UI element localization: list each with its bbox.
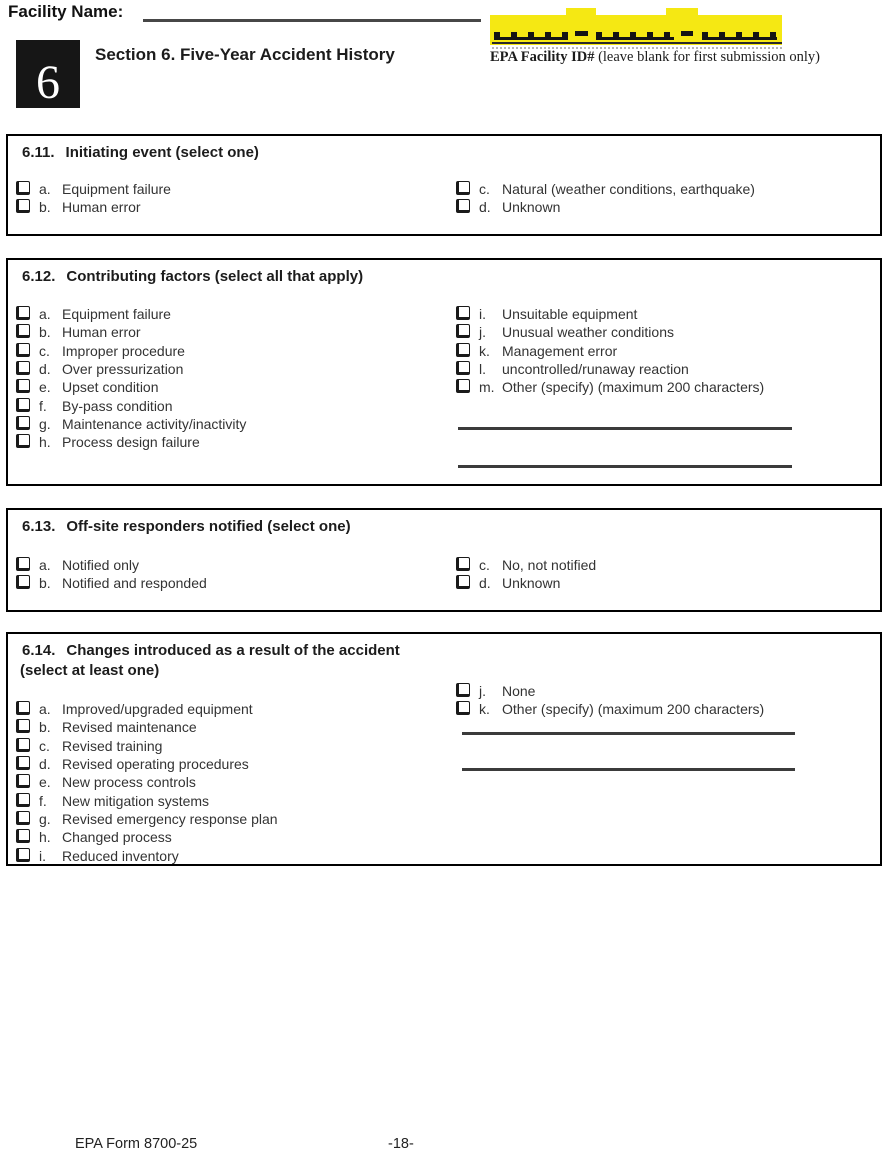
checkbox[interactable] bbox=[16, 306, 30, 320]
option-letter: f. bbox=[39, 397, 47, 414]
checklist-column bbox=[16, 180, 171, 217]
checkbox-item bbox=[456, 305, 764, 323]
option-letter: l. bbox=[479, 361, 486, 378]
option-letter: c. bbox=[39, 342, 50, 359]
highlight bbox=[566, 8, 596, 16]
checkbox-item bbox=[16, 846, 278, 864]
section-number: 6 bbox=[36, 55, 60, 109]
checkbox-item bbox=[16, 791, 278, 809]
option-letter: d. bbox=[39, 361, 51, 378]
form-number: EPA Form 8700-25 bbox=[75, 1136, 198, 1152]
option-letter: b. bbox=[39, 199, 51, 216]
checkbox-item bbox=[16, 323, 246, 341]
option-label: Other (specify) (maximum 200 characters) bbox=[502, 701, 765, 718]
checkbox[interactable] bbox=[16, 361, 30, 375]
write-in-line[interactable] bbox=[462, 732, 795, 735]
option-label: Maintenance activity/inactivity bbox=[62, 415, 247, 432]
checkbox-item bbox=[456, 556, 596, 574]
option-letter: c. bbox=[479, 557, 490, 574]
option-label: Revised training bbox=[62, 737, 163, 754]
checklist-column bbox=[456, 556, 596, 593]
checkbox-item bbox=[16, 556, 207, 574]
epa-id-comb-field[interactable] bbox=[702, 27, 777, 40]
checkbox-item bbox=[16, 360, 246, 378]
checklist-column bbox=[16, 700, 278, 865]
section-number-box bbox=[16, 40, 80, 108]
comb-dash-icon bbox=[575, 31, 588, 36]
checkbox[interactable] bbox=[456, 701, 470, 715]
option-label: Upset condition bbox=[62, 379, 159, 396]
checkbox-item bbox=[16, 433, 246, 451]
checkbox[interactable] bbox=[456, 343, 470, 357]
question-title bbox=[22, 268, 363, 285]
checkbox-item bbox=[456, 700, 764, 718]
option-label: Unknown bbox=[502, 575, 561, 592]
option-letter: j. bbox=[479, 324, 486, 341]
checkbox-item bbox=[16, 718, 278, 736]
option-letter: b. bbox=[39, 719, 51, 736]
question-title bbox=[22, 144, 259, 161]
option-label: Other (specify) (maximum 200 characters) bbox=[502, 379, 765, 396]
option-label: Human error bbox=[62, 324, 141, 341]
option-label: None bbox=[502, 683, 536, 700]
question-title-text: Initiating event (select one) bbox=[65, 144, 259, 161]
checkbox-item bbox=[456, 574, 596, 592]
checklist-column bbox=[456, 682, 764, 719]
comb-underline bbox=[492, 42, 782, 44]
option-letter: a. bbox=[39, 557, 51, 574]
option-letter: j. bbox=[479, 683, 486, 700]
option-letter: g. bbox=[39, 415, 51, 432]
question-number: 6.11. bbox=[22, 144, 55, 161]
checkbox-item bbox=[456, 323, 764, 341]
option-label: Improper procedure bbox=[62, 342, 185, 359]
option-letter: a. bbox=[39, 181, 51, 198]
checkbox[interactable] bbox=[456, 575, 470, 589]
question-box-6-11 bbox=[6, 134, 882, 236]
checkbox[interactable] bbox=[16, 557, 30, 571]
option-label: Notified only bbox=[62, 557, 140, 574]
checkbox-item bbox=[16, 198, 171, 216]
option-letter: b. bbox=[39, 324, 51, 341]
checklist-column bbox=[456, 305, 764, 396]
checkbox[interactable] bbox=[456, 557, 470, 571]
option-label: Changed process bbox=[62, 829, 172, 846]
checkbox-item bbox=[16, 305, 246, 323]
option-label: Improved/upgraded equipment bbox=[62, 701, 253, 718]
checkbox[interactable] bbox=[16, 774, 30, 788]
question-subtitle: (select at least one) bbox=[20, 662, 160, 679]
checkbox[interactable] bbox=[16, 793, 30, 807]
checkbox[interactable] bbox=[16, 416, 30, 430]
option-label: New process controls bbox=[62, 774, 196, 791]
option-label: New mitigation systems bbox=[62, 792, 210, 809]
epa-id-comb-field[interactable] bbox=[596, 27, 674, 40]
option-label: Human error bbox=[62, 199, 141, 216]
option-label: Unsuitable equipment bbox=[502, 306, 638, 323]
checkbox[interactable] bbox=[16, 343, 30, 357]
option-letter: i. bbox=[39, 847, 46, 864]
checkbox-item bbox=[16, 773, 278, 791]
option-letter: b. bbox=[39, 575, 51, 592]
checkbox-item bbox=[456, 378, 764, 396]
question-title-text: Contributing factors (select all that apply) bbox=[66, 268, 364, 285]
option-letter: e. bbox=[39, 379, 51, 396]
checkbox[interactable] bbox=[16, 199, 30, 213]
option-label: uncontrolled/runaway reaction bbox=[502, 361, 689, 378]
option-letter: h. bbox=[39, 434, 51, 451]
question-title bbox=[22, 642, 400, 659]
epa-facility-id-label: EPA Facility ID# bbox=[490, 49, 595, 65]
checkbox-item bbox=[16, 700, 278, 718]
checklist-column bbox=[456, 180, 755, 217]
option-letter: a. bbox=[39, 701, 51, 718]
checkbox-item bbox=[456, 180, 755, 198]
checklist-column bbox=[16, 556, 207, 593]
option-label: Process design failure bbox=[62, 434, 200, 451]
checkbox[interactable] bbox=[456, 181, 470, 195]
checkbox[interactable] bbox=[456, 379, 470, 393]
facility-name-input-line[interactable] bbox=[143, 19, 481, 22]
option-letter: h. bbox=[39, 829, 51, 846]
checkbox[interactable] bbox=[16, 848, 30, 862]
option-letter: c. bbox=[39, 737, 50, 754]
checkbox[interactable] bbox=[16, 738, 30, 752]
page-number: -18- bbox=[388, 1136, 414, 1152]
checkbox-item bbox=[16, 342, 246, 360]
checkbox[interactable] bbox=[16, 811, 30, 825]
epa-facility-id-note: (leave blank for first submission only) bbox=[594, 49, 820, 65]
question-title-text: Changes introduced as a result of the accident bbox=[66, 642, 400, 659]
checkbox-item bbox=[456, 360, 764, 378]
option-label: By-pass condition bbox=[62, 397, 173, 414]
question-title bbox=[22, 518, 351, 535]
question-number: 6.14. bbox=[22, 642, 56, 659]
checkbox[interactable] bbox=[456, 306, 470, 320]
option-label: Unusual weather conditions bbox=[502, 324, 674, 341]
option-letter: d. bbox=[479, 575, 491, 592]
option-label: Unknown bbox=[502, 199, 561, 216]
question-box-6-14 bbox=[6, 632, 882, 866]
section-title: Section 6. Five-Year Accident History bbox=[95, 45, 395, 64]
option-label: Over pressurization bbox=[62, 361, 184, 378]
checkbox-item bbox=[456, 682, 764, 700]
checkbox[interactable] bbox=[456, 324, 470, 338]
option-letter: g. bbox=[39, 810, 51, 827]
option-label: Revised emergency response plan bbox=[62, 810, 278, 827]
write-in-line[interactable] bbox=[458, 427, 792, 430]
facility-name-label: Facility Name: bbox=[8, 2, 124, 21]
checkbox-item bbox=[16, 737, 278, 755]
checkbox-item bbox=[16, 415, 246, 433]
checkbox[interactable] bbox=[16, 756, 30, 770]
option-letter: k. bbox=[479, 701, 490, 718]
checkbox[interactable] bbox=[16, 398, 30, 412]
checkbox-item bbox=[16, 180, 171, 198]
epa-id-comb-field[interactable] bbox=[494, 27, 568, 40]
checkbox-item bbox=[456, 198, 755, 216]
highlight bbox=[666, 8, 698, 16]
checkbox-item bbox=[456, 342, 764, 360]
option-label: Revised operating procedures bbox=[62, 756, 249, 773]
checkbox[interactable] bbox=[16, 181, 30, 195]
option-letter: c. bbox=[479, 181, 490, 198]
option-letter: k. bbox=[479, 342, 490, 359]
option-letter: d. bbox=[39, 756, 51, 773]
question-title-text: Off-site responders notified (select one) bbox=[66, 518, 351, 535]
checkbox-item bbox=[16, 378, 246, 396]
option-letter: m. bbox=[479, 379, 495, 396]
option-label: Natural (weather conditions, earthquake) bbox=[502, 181, 755, 198]
checkbox[interactable] bbox=[16, 575, 30, 589]
option-label: Revised maintenance bbox=[62, 719, 197, 736]
option-letter: d. bbox=[479, 199, 491, 216]
write-in-line[interactable] bbox=[458, 465, 792, 468]
question-number: 6.13. bbox=[22, 518, 56, 535]
question-number: 6.12. bbox=[22, 268, 56, 285]
option-letter: e. bbox=[39, 774, 51, 791]
checkbox-item bbox=[16, 828, 278, 846]
checkbox-item bbox=[16, 574, 207, 592]
checkbox-item bbox=[16, 396, 246, 414]
write-in-line[interactable] bbox=[462, 768, 795, 771]
checkbox[interactable] bbox=[16, 379, 30, 393]
option-label: No, not notified bbox=[502, 557, 597, 574]
option-label: Reduced inventory bbox=[62, 847, 179, 864]
checkbox[interactable] bbox=[16, 829, 30, 843]
checkbox-item bbox=[16, 755, 278, 773]
option-letter: f. bbox=[39, 792, 47, 809]
checkbox[interactable] bbox=[16, 434, 30, 448]
checkbox[interactable] bbox=[456, 683, 470, 697]
comb-dash-icon bbox=[681, 31, 693, 36]
checkbox[interactable] bbox=[456, 199, 470, 213]
option-label: Management error bbox=[502, 342, 618, 359]
checkbox-item bbox=[16, 810, 278, 828]
option-label: Equipment failure bbox=[62, 181, 171, 198]
checkbox[interactable] bbox=[456, 361, 470, 375]
option-letter: a. bbox=[39, 306, 51, 323]
checkbox[interactable] bbox=[16, 719, 30, 733]
epa-facility-id-caption bbox=[490, 49, 820, 66]
question-box-6-12 bbox=[6, 258, 882, 486]
option-letter: i. bbox=[479, 306, 486, 323]
checklist-column bbox=[16, 305, 246, 451]
question-box-6-13 bbox=[6, 508, 882, 612]
option-label: Equipment failure bbox=[62, 306, 171, 323]
checkbox[interactable] bbox=[16, 324, 30, 338]
checkbox[interactable] bbox=[16, 701, 30, 715]
option-label: Notified and responded bbox=[62, 575, 207, 592]
